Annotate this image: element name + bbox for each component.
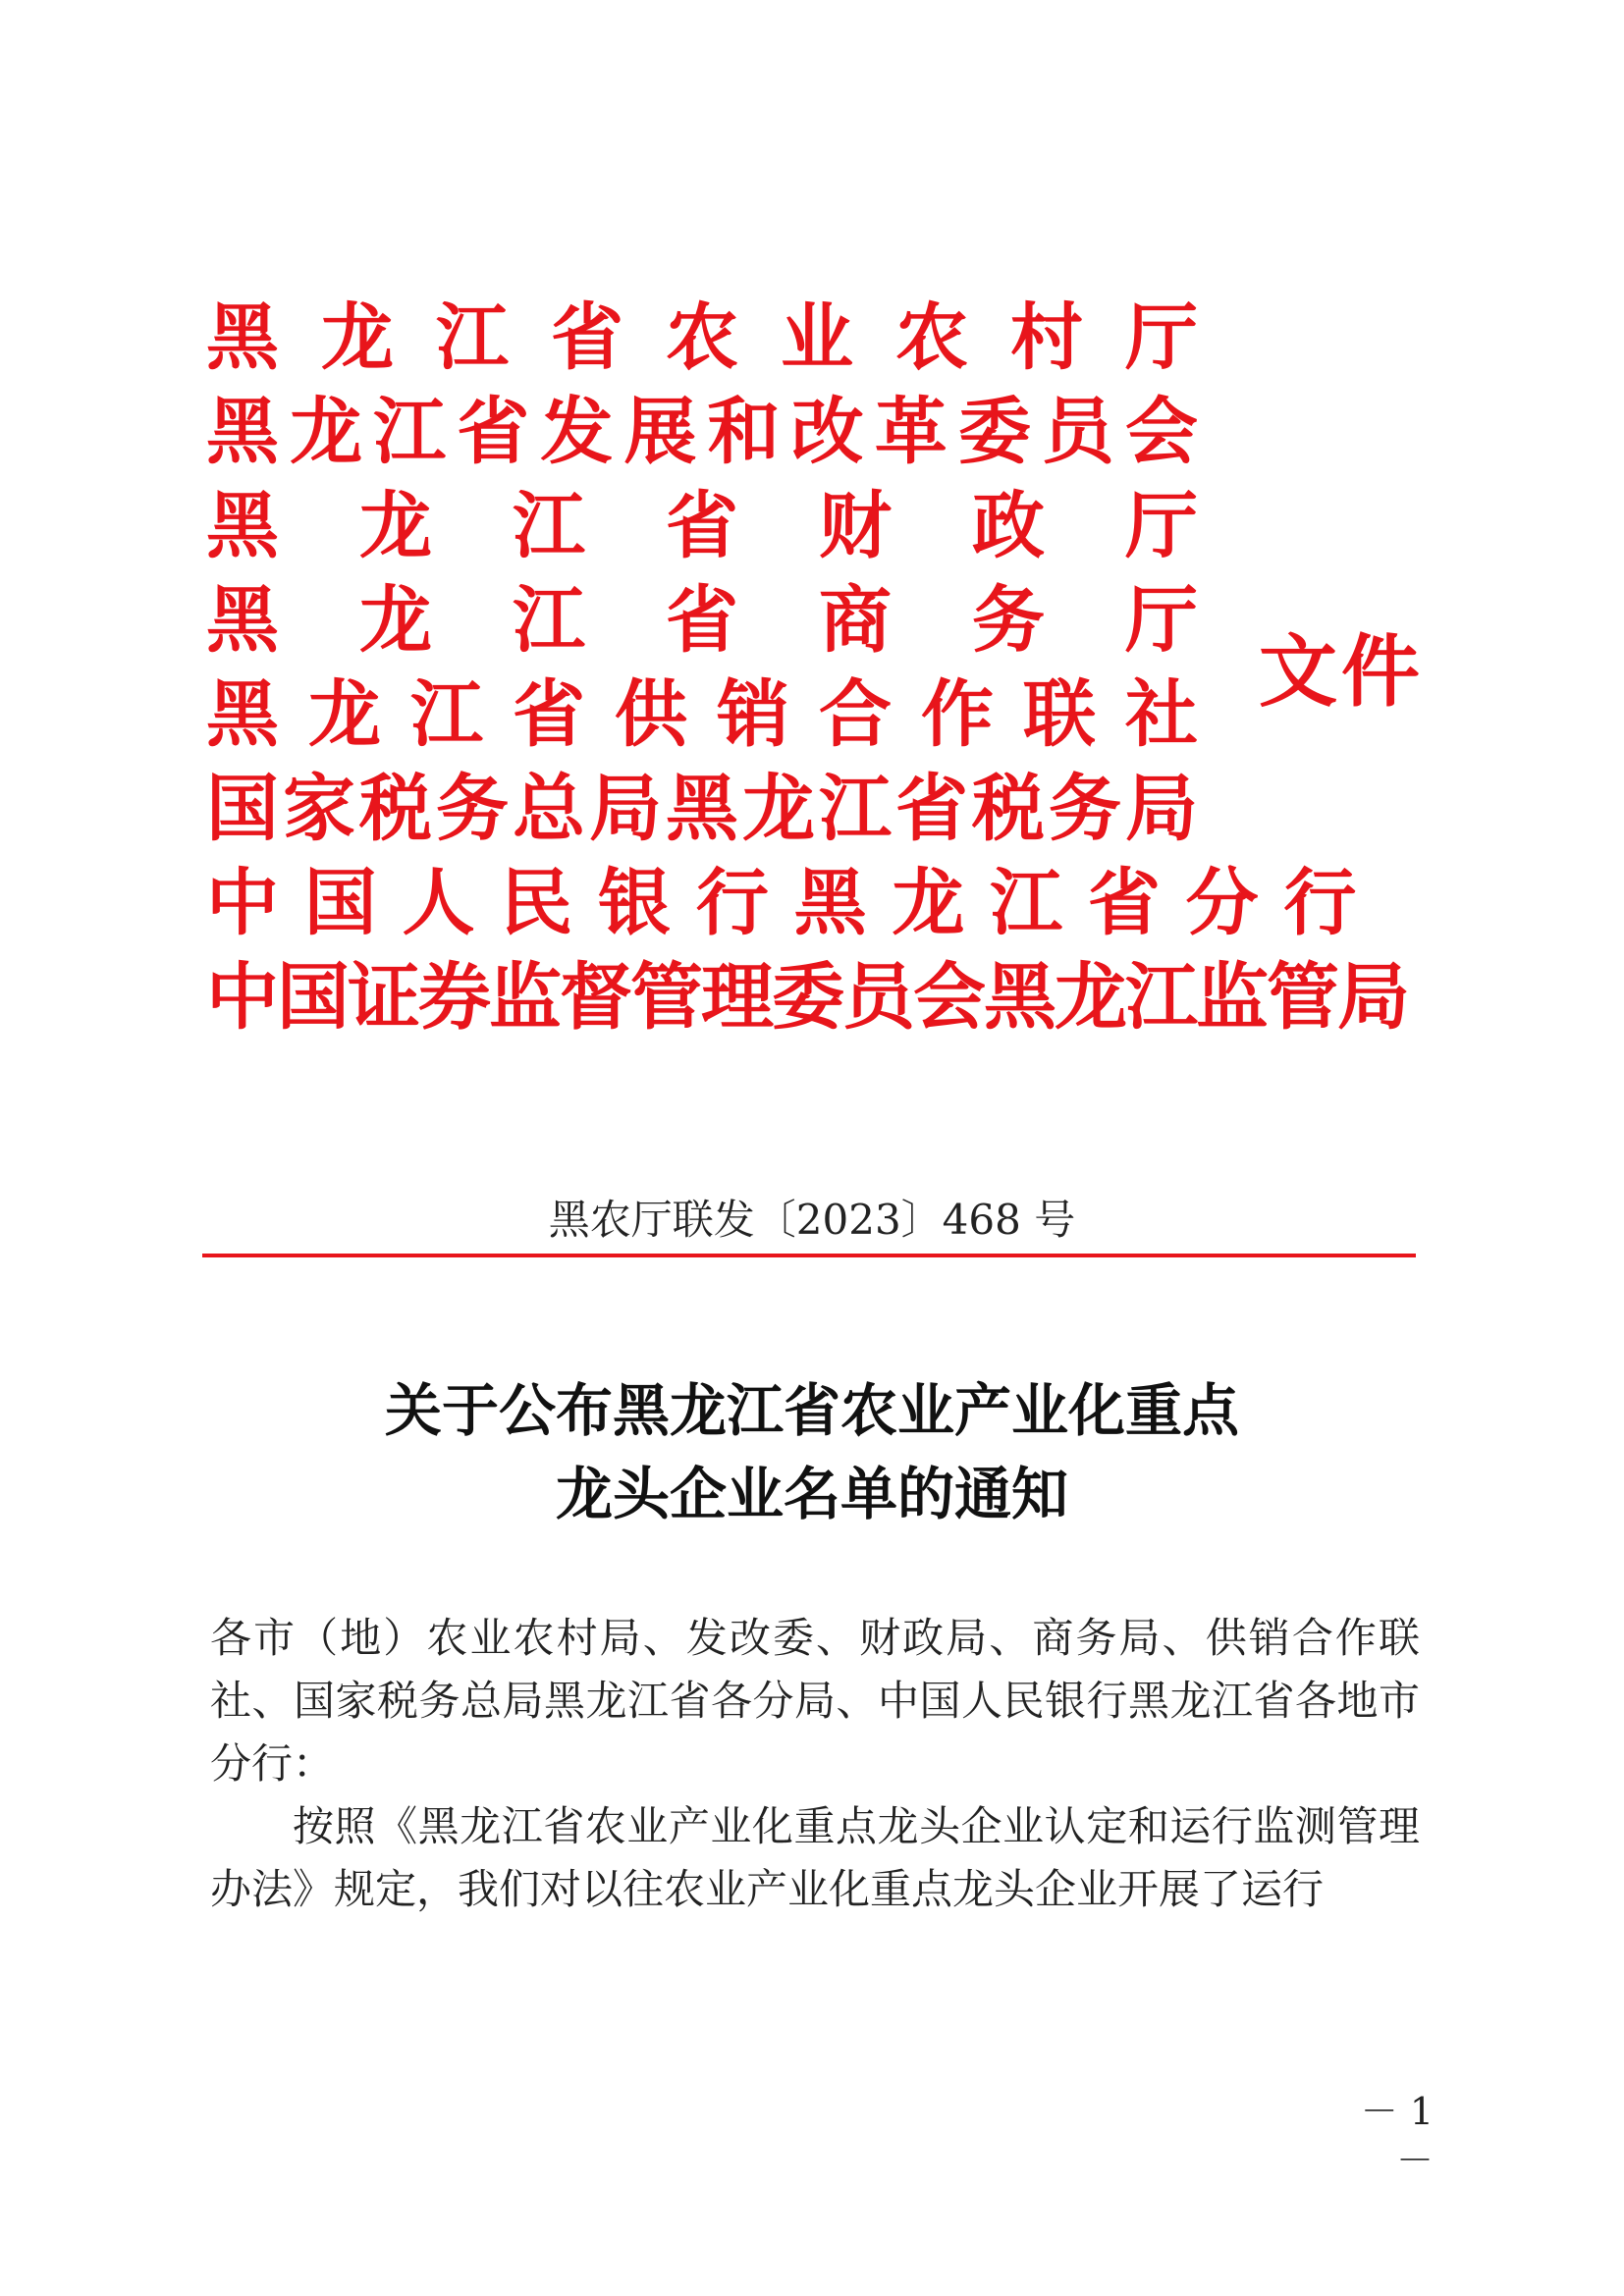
title-line-2: 龙头企业名单的通知 xyxy=(555,1461,1068,1527)
title-line-1: 关于公布黑龙江省农业产业化重点 xyxy=(384,1377,1239,1444)
document-number: 黑农厅联发〔2023〕468 号 xyxy=(548,1196,1076,1244)
issuer-peoples-bank: 中 国 人 民 银 行 黑 龙 江 省 分 行 xyxy=(206,861,1357,945)
document-title xyxy=(0,1369,1624,1536)
page-number: － 1 － xyxy=(1360,2090,1434,2182)
document-suffix: 文件 xyxy=(1259,625,1424,718)
issuer-supply-marketing: 黑 龙 江 省 供 销 合 作 联 社 xyxy=(206,672,1198,757)
issuer-commerce: 黑 龙 江 省 商 务 厅 xyxy=(206,578,1198,663)
issuer-finance: 黑 龙 江 省 财 政 厅 xyxy=(206,484,1198,568)
red-divider-line xyxy=(202,1254,1416,1257)
body-paragraph-1: 按照《黑龙江省农业产业化重点龙头企业认定和运行监测管理办法》规定，我们对以往农业产业化重点龙头企业开展了运行 xyxy=(210,1802,1420,1913)
document-body xyxy=(210,1607,1420,1921)
issuer-development-reform: 黑龙江省发展和改革委员会 xyxy=(206,390,1198,474)
addressee: 各市（地）农业农村局、发改委、财政局、商务局、供销合作联社、国家税务总局黑龙江省各分局、中国人民银行黑龙江省各地市分行： xyxy=(210,1614,1420,1788)
issuer-tax-bureau: 国家税务总局黑龙江省税务局 xyxy=(206,767,1198,851)
issuer-securities-regulator: 中国证券监督管理委员会黑龙江监管局 xyxy=(206,955,1408,1040)
issuer-agriculture: 黑 龙 江 省 农 业 农 村 厅 xyxy=(206,295,1198,380)
